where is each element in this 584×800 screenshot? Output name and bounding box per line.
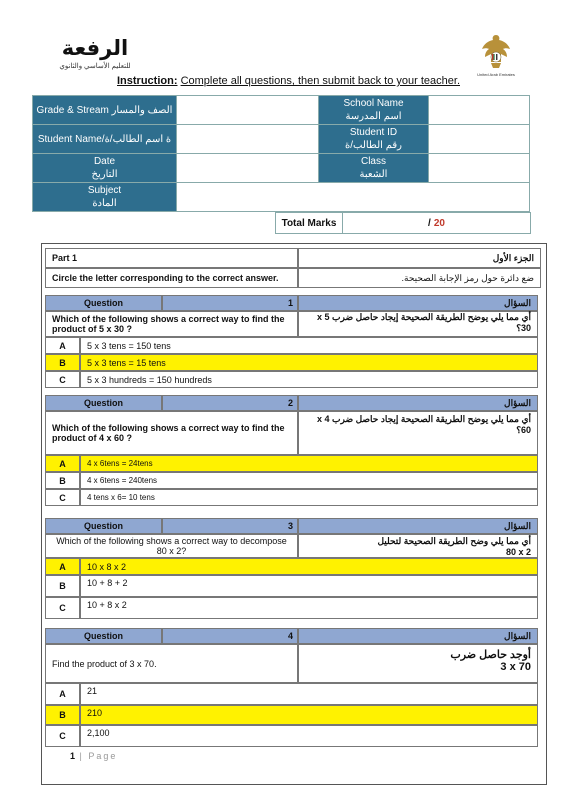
question-1-option-b[interactable]: B 5 x 3 tens = 15 tens: [45, 354, 538, 371]
total-marks-value[interactable]: [343, 213, 530, 233]
part-title-row: [45, 248, 541, 268]
total-marks-total: 20: [433, 217, 445, 229]
question-3-number: 3: [162, 518, 298, 534]
student-info-table: [32, 95, 530, 212]
instruction-text: Complete all questions, then submit back to your teacher.: [180, 75, 460, 87]
question-3-header-ar: السؤال: [298, 518, 538, 534]
question-2-option-a[interactable]: A 4 x 6tens = 24tens: [45, 455, 538, 472]
school-name-label: School Name اسم المدرسة: [319, 96, 429, 125]
question-4-header-en: Question: [45, 628, 162, 644]
total-marks-box: [275, 212, 531, 234]
question-4-text-en: Find the product of 3 x 70.: [45, 644, 298, 683]
question-3-option-b[interactable]: B 10 + 8 + 2: [45, 575, 538, 597]
question-2-header-en: Question: [45, 395, 162, 411]
question-3-header: [45, 518, 538, 534]
question-4-option-c[interactable]: C 2,100: [45, 725, 538, 747]
question-sheet: [41, 243, 547, 785]
question-3-text-ar: أي مما يلي وضح الطريقة الصحيحة لتحليل 80 x 2: [298, 534, 538, 558]
question-3-header-en: Question: [45, 518, 162, 534]
part-instruction-en: Circle the letter corresponding to the correct answer.: [45, 268, 298, 288]
question-1-option-c[interactable]: C 5 x 3 hundreds = 150 hundreds: [45, 371, 538, 388]
student-name-field[interactable]: [177, 125, 319, 154]
question-4-header: [45, 628, 538, 644]
page-footer: [70, 751, 117, 761]
question-1-header-en: Question: [45, 295, 162, 311]
question-4-text-ar: أوجد حاصل ضرب 3 x 70: [298, 644, 538, 683]
question-4-number: 4: [162, 628, 298, 644]
question-2-option-c[interactable]: C 4 tens x 6= 10 tens: [45, 489, 538, 506]
student-name-label: Student Name/ة اسم الطالب/ة: [33, 125, 177, 154]
question-4-text-row: [45, 644, 538, 683]
emblem-caption: United Arab Emirates: [477, 72, 515, 77]
question-1-text-en: Which of the following shows a correct way to find the product of 5 x 30 ?: [45, 311, 298, 337]
question-2-header-ar: السؤال: [298, 395, 538, 411]
class-label: Class الشعبة: [319, 154, 429, 183]
question-2-number: 2: [162, 395, 298, 411]
uae-emblem: [474, 32, 518, 77]
part-instruction-ar: ضع دائرة حول رمز الإجابة الصحيحة.: [298, 268, 541, 288]
school-logo-subtitle: للتعليم الأساسي والثانوي: [59, 63, 131, 70]
total-marks-slash: /: [428, 217, 431, 229]
total-marks-label: Total Marks: [276, 213, 343, 233]
school-logo: [55, 36, 135, 70]
subject-field[interactable]: [177, 183, 530, 212]
grade-stream-label: Grade & Stream الصف والمسار: [33, 96, 177, 125]
subject-label: Subject المادة: [33, 183, 177, 212]
student-id-label: Student ID رقم الطالب/ة: [319, 125, 429, 154]
question-2-text-row: [45, 411, 538, 455]
falcon-emblem-icon: [479, 32, 513, 72]
instruction-label: Instruction:: [117, 75, 178, 87]
question-1-header: [45, 295, 538, 311]
question-2-option-b[interactable]: B 4 x 6tens = 240tens: [45, 472, 538, 489]
question-3-option-c[interactable]: C 10 + 8 x 2: [45, 597, 538, 619]
question-1-header-ar: السؤال: [298, 295, 538, 311]
question-4-option-a[interactable]: A 21: [45, 683, 538, 705]
question-2-text-ar: أي مما يلي يوضح الطريقة الصحيحة إيجاد حاصل ضرب 4 x 60؟: [298, 411, 538, 455]
question-1-number: 1: [162, 295, 298, 311]
date-label: Date التاريخ: [33, 154, 177, 183]
question-3-text-en: Which of the following shows a correct way to decompose 80 x 2?: [45, 534, 298, 558]
page-number: 1: [70, 751, 76, 761]
class-field[interactable]: [429, 154, 530, 183]
question-3-option-a[interactable]: A 10 x 8 x 2: [45, 558, 538, 575]
question-2-text-en: Which of the following shows a correct way to find the product of 4 x 60 ?: [45, 411, 298, 455]
part-title-en: Part 1: [45, 248, 298, 268]
part-instruction-row: [45, 268, 541, 288]
page-separator: |: [75, 751, 89, 761]
question-1-text-ar: أي مما يلي يوضح الطريقة الصحيحة إيجاد حاصل ضرب 5 x 30؟: [298, 311, 538, 337]
part-title-ar: الجزء الأول: [298, 248, 541, 268]
instruction-line: [117, 75, 460, 87]
page-word: Page: [88, 751, 118, 761]
question-2-header: [45, 395, 538, 411]
question-4-header-ar: السؤال: [298, 628, 538, 644]
date-field[interactable]: [177, 154, 319, 183]
question-1-text-row: [45, 311, 538, 337]
question-3-text-row: [45, 534, 538, 558]
question-4-option-b[interactable]: B 210: [45, 705, 538, 725]
question-1-option-a[interactable]: A 5 x 3 tens = 150 tens: [45, 337, 538, 354]
school-name-field[interactable]: [429, 96, 530, 125]
student-id-field[interactable]: [429, 125, 530, 154]
grade-stream-field[interactable]: [177, 96, 319, 125]
school-logo-name: الرفعة: [61, 36, 129, 60]
